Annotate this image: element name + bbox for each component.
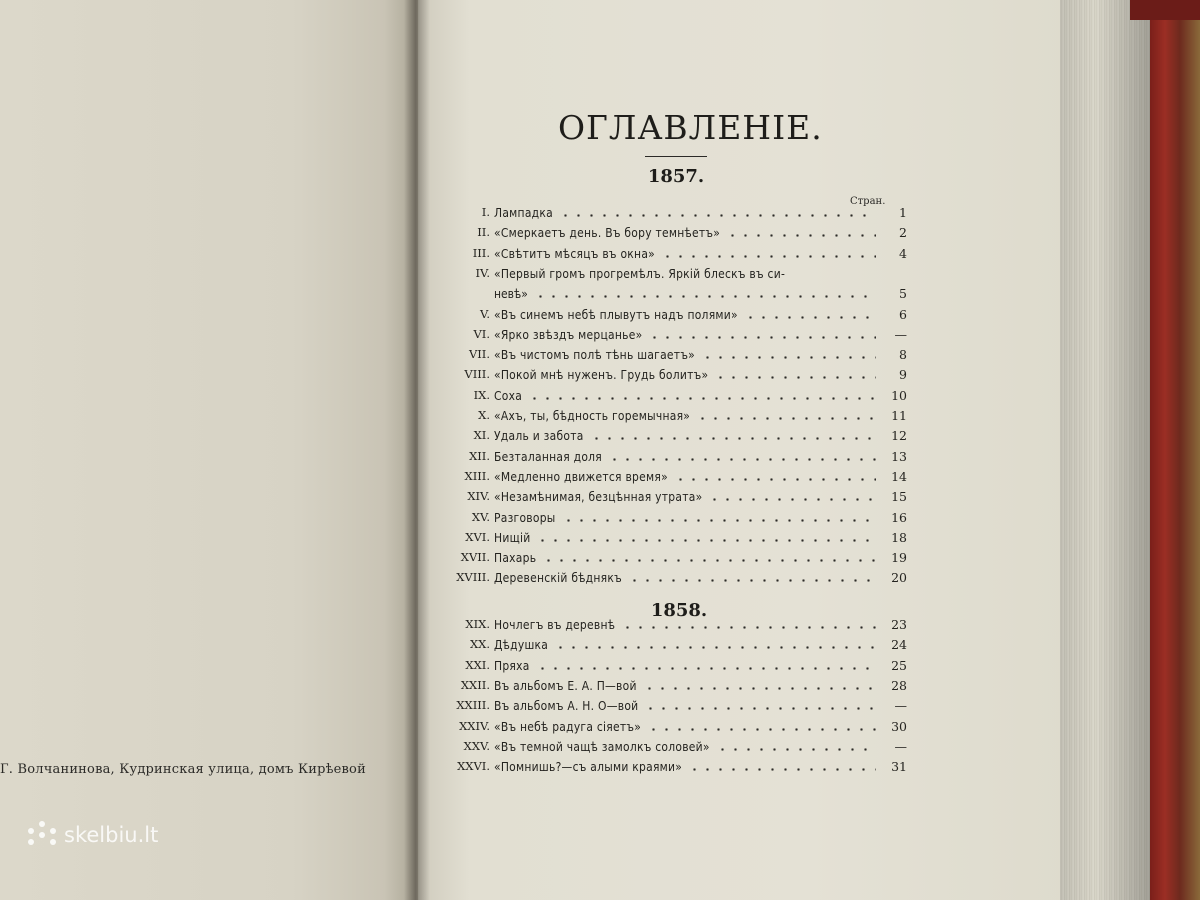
toc-entry xyxy=(440,388,910,408)
entry-title: «Въ чистомъ полѣ тѣнь шагаетъ» xyxy=(494,347,696,363)
entry-title: «Свѣтитъ мѣсяцъ въ окна» xyxy=(494,245,656,261)
entry-page-number: 2 xyxy=(899,225,907,241)
entry-number: XV. xyxy=(471,509,490,524)
toc-title: ОГЛАВЛЕНІЕ. xyxy=(558,108,823,147)
entry-title: Въ альбомъ А. Н. О—вой xyxy=(494,698,639,714)
entry-title: «Смеркаетъ день. Въ бору темнѣетъ» xyxy=(494,225,721,241)
entry-number: VIII. xyxy=(464,367,490,382)
entry-number: X. xyxy=(478,408,490,422)
entry-page-number: 11 xyxy=(891,408,907,423)
toc-entry xyxy=(440,739,910,759)
entry-number: VII. xyxy=(468,347,490,362)
entry-number: XXIV. xyxy=(459,718,490,733)
entry-title: Удаль и забота xyxy=(494,428,584,444)
section-year: 1857. xyxy=(647,166,705,187)
leader-dots xyxy=(726,234,876,237)
entry-page-number: 10 xyxy=(891,387,907,403)
entry-page-number: 15 xyxy=(891,489,907,505)
entry-page-number: 13 xyxy=(891,448,907,464)
entry-page-number: 1 xyxy=(899,205,907,220)
entry-title: Соха xyxy=(494,387,523,403)
entry-title: Ночлегъ въ деревнѣ xyxy=(494,617,616,632)
entry-number: XVIII. xyxy=(456,570,490,585)
entry-page-number: 28 xyxy=(891,677,907,693)
toc-entry xyxy=(440,637,910,657)
toc-entry xyxy=(440,265,910,302)
entry-title: «Въ небѣ радуга сіяетъ» xyxy=(494,718,642,734)
entry-title: «Въ темной чащѣ замолкъ соловей» xyxy=(494,738,710,754)
entry-page-number: 23 xyxy=(891,617,907,632)
book-cover xyxy=(1150,0,1200,900)
leader-dots xyxy=(708,498,876,501)
toc-entry xyxy=(440,449,910,469)
toc-entry xyxy=(440,327,910,347)
leader-dots xyxy=(696,417,876,420)
entry-title: Лампадка xyxy=(494,205,553,220)
entry-title: «Ахъ, ты, бѣдность горемычная» xyxy=(494,408,691,423)
entry-page-number: 24 xyxy=(891,637,907,653)
leader-dots xyxy=(559,214,876,217)
toc-entry xyxy=(440,246,910,266)
leader-dots xyxy=(688,768,876,771)
dots-logo-icon xyxy=(28,821,56,849)
leader-dots xyxy=(643,687,876,690)
entry-page-number: — xyxy=(894,698,907,714)
toc-entry xyxy=(440,307,910,327)
toc-entry xyxy=(440,719,910,739)
watermark xyxy=(28,820,158,850)
page-column-header: Стран. xyxy=(850,196,886,207)
toc-entry xyxy=(440,408,910,428)
entry-title: Разговоры xyxy=(494,509,556,525)
section-year: 1858. xyxy=(650,600,708,621)
entry-page-number: 25 xyxy=(891,657,907,673)
entry-number: II. xyxy=(477,225,490,240)
leader-dots xyxy=(536,667,876,670)
entry-number: XIV. xyxy=(467,489,490,504)
entry-title: «Первый громъ прогремѣлъ. Яркій блескъ въ си- xyxy=(494,265,786,281)
entry-title: «Покой мнѣ нуженъ. Грудь болитъ» xyxy=(494,367,709,383)
entry-title: «Медленно движется время» xyxy=(494,468,668,484)
leader-dots xyxy=(644,707,876,710)
leader-dots xyxy=(621,626,876,629)
entry-title: Дѣдушка xyxy=(494,637,549,653)
entry-number: VI. xyxy=(473,326,490,341)
leader-dots xyxy=(534,295,876,298)
entry-page-number: 18 xyxy=(891,529,907,545)
toc-entry xyxy=(440,658,910,678)
toc-entry xyxy=(440,530,910,550)
entry-number: XIX. xyxy=(465,617,490,631)
entry-number: IV. xyxy=(475,265,490,280)
entry-page-number: — xyxy=(894,326,907,342)
leader-dots xyxy=(554,646,876,649)
entry-page-number: 4 xyxy=(899,245,907,261)
toc-entry xyxy=(440,570,910,590)
entry-number: XVI. xyxy=(465,529,490,544)
entry-number: XXV. xyxy=(463,738,490,753)
toc-entry xyxy=(440,550,910,570)
leader-dots xyxy=(701,356,876,359)
toc-entry xyxy=(440,759,910,779)
entry-title: Безталанная доля xyxy=(494,448,603,464)
entry-title: Деревенскій бѣднякъ xyxy=(494,570,622,586)
entry-title: Пахарь xyxy=(494,550,537,566)
entry-title: «Въ синемъ небѣ плывутъ надъ полями» xyxy=(494,306,738,322)
toc-entry xyxy=(440,225,910,245)
entry-page-number: 30 xyxy=(891,718,907,734)
leader-dots xyxy=(661,255,876,258)
toc-entry xyxy=(440,489,910,509)
leader-dots xyxy=(542,559,876,562)
entry-number: V. xyxy=(480,306,490,321)
entry-number: XXVI. xyxy=(457,759,490,774)
leader-dots xyxy=(648,336,876,339)
entry-page-number: 5 xyxy=(899,286,907,302)
entry-page-number: 16 xyxy=(891,509,907,525)
leader-dots xyxy=(528,397,876,400)
toc-entry xyxy=(440,347,910,367)
entry-page-number: 6 xyxy=(899,306,907,322)
leader-dots xyxy=(714,376,876,379)
entry-page-number: 14 xyxy=(891,468,907,484)
entry-page-number: — xyxy=(894,738,907,754)
toc-entry xyxy=(440,678,910,698)
toc-entry xyxy=(440,469,910,489)
toc-entry xyxy=(440,367,910,387)
toc-entry xyxy=(440,617,910,637)
toc-entry xyxy=(440,428,910,448)
entry-title: Нищій xyxy=(494,529,531,545)
entry-title-continuation: невѣ» xyxy=(494,286,528,302)
leader-dots xyxy=(628,579,876,582)
leader-dots xyxy=(562,519,876,522)
entry-title: Въ альбомъ Е. А. П—вой xyxy=(494,677,637,693)
leader-dots xyxy=(716,748,876,751)
entry-number: XI. xyxy=(473,428,490,443)
entry-page-number: 20 xyxy=(891,570,907,586)
entry-page-number: 31 xyxy=(891,759,907,775)
entry-number: XX. xyxy=(469,637,490,652)
entry-number: IX. xyxy=(473,387,490,402)
leader-dots xyxy=(590,437,876,440)
entry-title: Пряха xyxy=(494,657,530,673)
entry-number: XVII. xyxy=(460,550,490,565)
leader-dots xyxy=(608,458,876,461)
leader-dots xyxy=(744,316,876,319)
entry-number: I. xyxy=(481,205,490,219)
leader-dots xyxy=(536,539,876,542)
entry-number: III. xyxy=(472,245,490,260)
toc-entry xyxy=(440,698,910,718)
watermark-text: skelbiu.lt xyxy=(64,823,159,847)
title-rule xyxy=(645,156,707,157)
entry-number: XXII. xyxy=(460,677,490,692)
toc-entry xyxy=(440,205,910,225)
entry-page-number: 9 xyxy=(899,367,907,383)
entry-page-number: 8 xyxy=(899,347,907,363)
entry-title: «Незамѣнимая, безцѣнная утрата» xyxy=(494,489,703,505)
toc-entry xyxy=(440,510,910,530)
entry-number: XXI. xyxy=(465,657,490,672)
printer-imprint: Г. Волчанинова, Кудринская улица, домъ Кирѣевой xyxy=(0,762,366,777)
entry-number: XXIII. xyxy=(456,698,490,713)
entry-title: «Помнишь?—съ алыми краями» xyxy=(494,759,683,775)
entry-title: «Ярко звѣздъ мерцанье» xyxy=(494,326,643,342)
leader-dots xyxy=(674,478,876,481)
entry-page-number: 12 xyxy=(891,428,907,444)
entry-page-number: 19 xyxy=(891,550,907,566)
leader-dots xyxy=(647,728,876,731)
entry-number: XIII. xyxy=(464,468,490,483)
entry-number: XII. xyxy=(469,448,490,463)
